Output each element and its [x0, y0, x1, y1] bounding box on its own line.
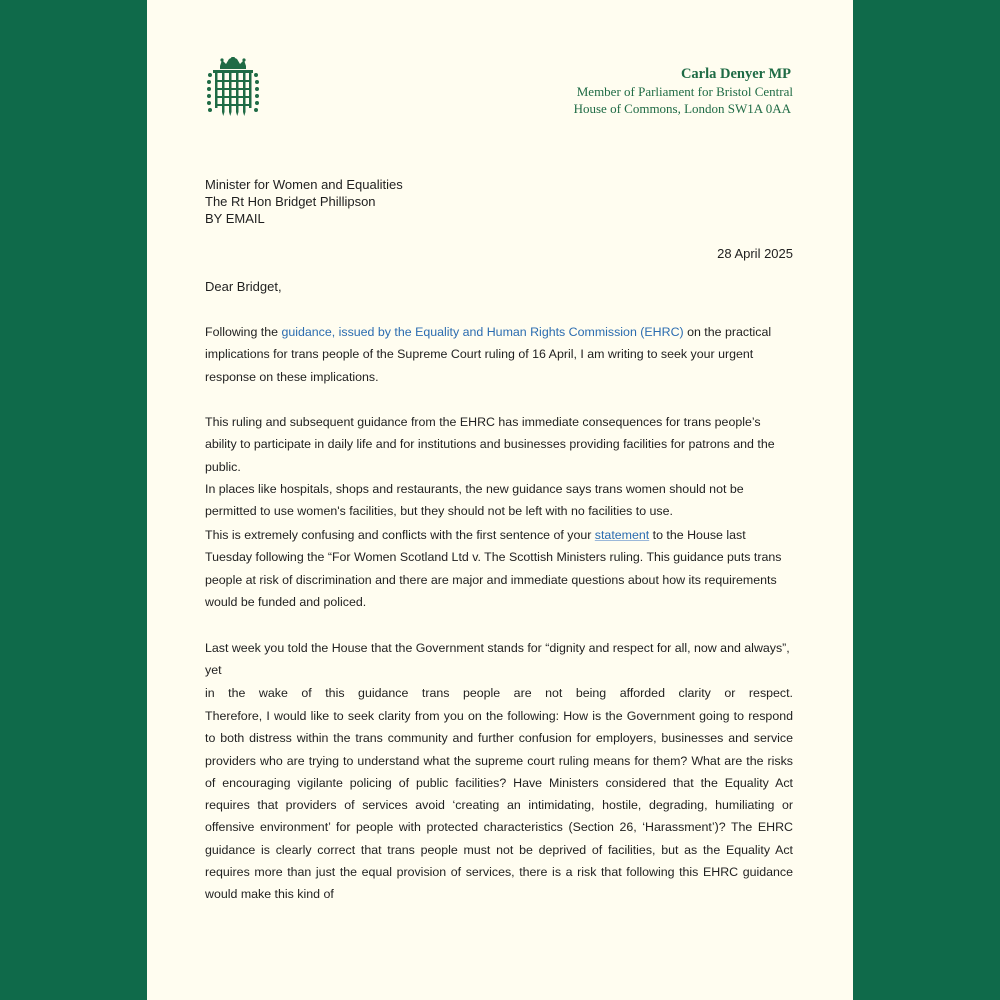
ehrc-guidance-link[interactable]: guidance, issued by the Equality and Human Rights Commission (EHRC): [281, 325, 684, 339]
mp-role: Member of Parliament for Bristol Central: [576, 84, 793, 99]
paragraph-4-line2: in the wake of this guidance trans people are not being afforded clarity or respect.: [205, 685, 793, 700]
paragraph-1-after: on the practical implications for trans people of the Supreme Court ruling of 16 April, I am writing to seek your urgent response on these implications.: [205, 325, 772, 384]
delivery-method: BY EMAIL: [205, 211, 265, 226]
paragraph-1: [205, 321, 793, 388]
paragraph-2: [205, 411, 793, 522]
paragraph-4-line1: Last week you told the House that the Government stands for “dignity and respect for all, now and always”, yet: [205, 641, 790, 678]
statement-link[interactable]: statement: [594, 528, 650, 542]
portcullis-icon: [207, 57, 259, 119]
salutation: Dear Bridget,: [205, 279, 282, 294]
paragraph-3: [205, 524, 793, 613]
paragraph-2-text: This ruling and subsequent guidance from the EHRC has immediate consequences for trans people’s ability to participate in daily life and for institutions and businesses providing facilities for patrons and the public.: [205, 415, 775, 474]
letter-page: [147, 0, 853, 1000]
paragraph-5-text: Therefore, I would like to seek clarity from you on the following: How is the Government going to respond to both distress within the trans community and further confusion for employers, businesses and service providers who are trying to understand what the supreme court ruling means for them? What are the risks of encouraging vigilante policing of public facilities? Have Ministers considered that the Equality Act requires that providers of services avoid ‘creating an intimidating, hostile, degrading, humiliating or offensive environment’ for people with protected characteristics (Section 26, ‘Harassment’)? The EHRC guidance is clearly correct that trans people must not be deprived of facilities, but as the Equality Act requires more than just the equal provision of services, there is a risk that following this EHRC guidance would make this kind of: [205, 709, 793, 902]
paragraph-5: [205, 705, 793, 906]
paragraph-4: [205, 637, 793, 704]
letterhead: [574, 64, 793, 117]
paragraph-3-before: This is extremely confusing and conflicts with the first sentence of your: [205, 528, 595, 542]
recipient-name: The Rt Hon Bridget Phillipson: [205, 194, 376, 209]
paragraph-1-before: Following the: [205, 325, 282, 339]
recipient-title: Minister for Women and Equalities: [205, 177, 403, 192]
mp-name: Carla Denyer MP: [680, 66, 791, 82]
letter-date: 28 April 2025: [717, 246, 793, 261]
paragraph-3-after: to the House last Tuesday following the “For Women Scotland Ltd v. The Scottish Ministers ruling. This guidance puts trans people at risk of discrimination and there are major and immediate questions about how its requirements would be funded and policed.: [205, 528, 782, 609]
recipient-block: [205, 176, 403, 227]
mp-address: House of Commons, London SW1A 0AA: [573, 100, 791, 116]
paragraph-2-text2: In places like hospitals, shops and restaurants, the new guidance says trans women should not be permitted to use women's facilities, but they should not be left with no facilities to use.: [205, 481, 744, 519]
